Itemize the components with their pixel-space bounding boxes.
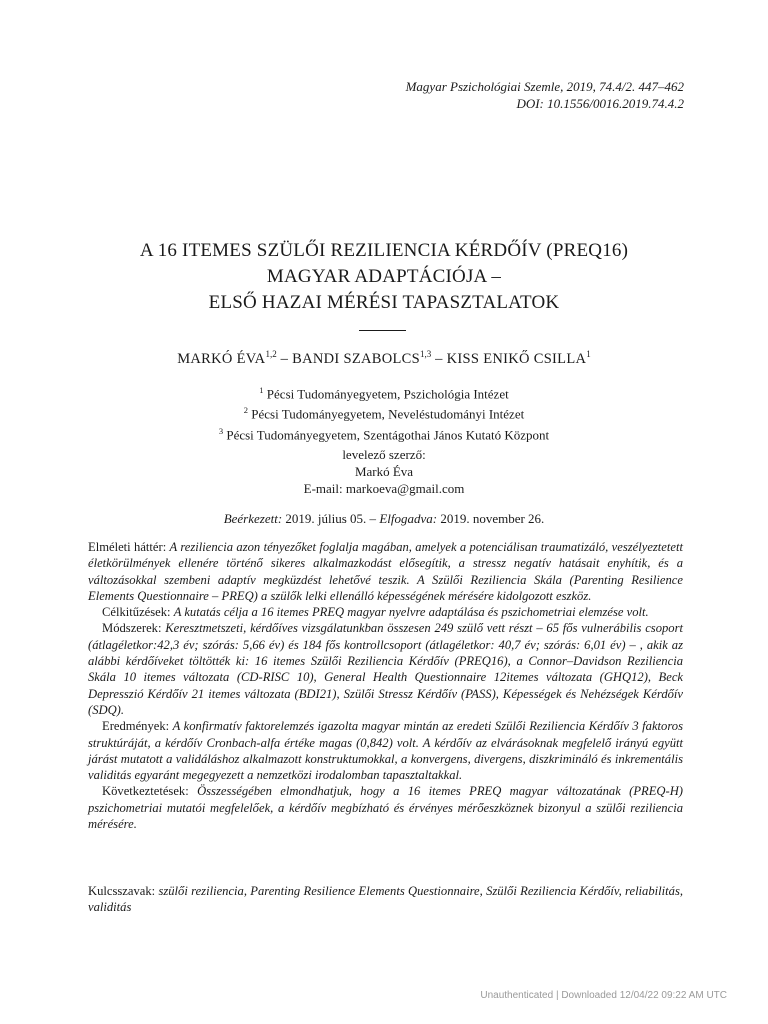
corresponding-author <box>0 446 768 497</box>
affiliation <box>0 402 768 422</box>
section-label: Következtetések: <box>102 784 198 799</box>
section-label: Célkitűzések: <box>102 605 174 620</box>
title-line-2: MAGYAR ADAPTÁCIÓJA – <box>266 266 502 287</box>
affiliation-text: Pécsi Tudományegyetem, Szentágothai János Kutató Központ <box>223 426 550 442</box>
keywords-text: szülői reziliencia, Parenting Resilience Elements Questionnaire, Szülői Reziliencia Kérdőív, reliabilitás, validitás <box>88 884 683 915</box>
abstract-results <box>88 718 683 783</box>
abstract-background <box>88 539 683 604</box>
received-label: Beérkezett: <box>223 511 283 526</box>
abstract-conclusions <box>88 783 683 832</box>
journal-citation-block <box>406 78 684 112</box>
author-separator: – <box>276 350 293 367</box>
section-text: A reziliencia azon tényezőket foglalja magában, amelyek a potenciálisan traumatizáló, veszélyeztetett életkörülmények ellenére történő sikeres alkalmazkodást elősegítik, a stressz negatív hatásait enyhítik, és a változásokkal szembeni adaptív megküzdést lehetővé teszik. A Szülői Reziliencia Skála (Parenting Resilience Elements Questionnaire – PREQ) a szülők lelki ellenálló képességének mérésére kidolgozott eszköz. <box>88 540 683 603</box>
keywords-label: Kulcsszavak: <box>88 884 159 898</box>
section-label: Módszerek: <box>102 621 166 636</box>
affiliation-number: 1 <box>259 385 264 395</box>
corresponding-name: Markó Éva <box>354 464 414 479</box>
title-line-1: A 16 ITEMES SZÜLŐI REZILIENCIA KÉRDŐÍV (PREQ16) <box>139 240 629 261</box>
affiliation <box>0 382 768 402</box>
author-affiliation-marker: 1 <box>586 349 591 359</box>
section-label: Elméleti háttér: <box>88 540 170 554</box>
download-footer: Unauthenticated | Downloaded 12/04/22 09:22 AM UTC <box>480 990 727 1001</box>
author-affiliation-marker: 1,3 <box>419 349 432 359</box>
author-affiliation-marker: 1,2 <box>265 349 277 359</box>
doi: DOI: 10.1556/0016.2019.74.4.2 <box>516 96 684 111</box>
author-separator: – <box>431 350 447 367</box>
corresponding-label: levelező szerző: <box>342 447 426 462</box>
affiliation-number: 2 <box>243 405 249 416</box>
affiliation-text: Pécsi Tudományegyetem, Neveléstudományi Intézet <box>248 406 525 422</box>
abstract <box>88 539 683 832</box>
corresponding-email: E-mail: markoeva@gmail.com <box>303 481 465 496</box>
affiliation-number: 3 <box>218 425 224 436</box>
accepted-label: Elfogadva: <box>379 511 438 526</box>
affiliations <box>0 382 768 443</box>
section-text: A kutatás célja a 16 itemes PREQ magyar nyelvre adaptálása és pszichometriai elemzése volt. <box>173 605 649 620</box>
title-line-3: ELSŐ HAZAI MÉRÉSI TAPASZTALATOK <box>208 292 560 313</box>
author-name: BANDI SZABOLCS <box>292 350 420 367</box>
affiliation-text: Pécsi Tudományegyetem, Pszichológia Intézet <box>263 386 509 402</box>
article-title <box>0 238 768 316</box>
abstract-methods <box>88 620 683 718</box>
affiliation <box>0 423 768 443</box>
keywords <box>88 883 683 916</box>
section-text: A konfirmatív faktorelemzés igazolta magyar mintán az eredeti Szülői Reziliencia Kérdőív 3 faktoros struktúráját, a kérdőív Cronbach-alfa értéke magas (0,842) volt. A kérdőív az elvárásoknak megfelelő irányú együtt járást mutatott a validáláshoz alkalmazott konstruktumokkal, a konvergens, divergens, diszkrimináló és inkrementális validitás egyaránt megegyezett a nemzetközi irodalomban tapasztaltakkal. <box>88 719 683 783</box>
accepted-date: 2019. november 26. <box>437 511 545 526</box>
author-list <box>0 345 768 368</box>
journal-citation: Magyar Pszichológiai Szemle, 2019, 74.4/2. 447–462 <box>405 79 684 94</box>
submission-dates <box>0 510 768 527</box>
abstract-aims <box>88 604 683 620</box>
section-text: Összességében elmondhatjuk, hogy a 16 itemes PREQ magyar változatának (PREQ-H) pszichometriai mutatói megfelelőek, a kérdőív megbízható és érvényes mérőeszköznek bizonyul a szülői reziliencia mérésére. <box>88 784 683 832</box>
author-name: KISS ENIKŐ CSILLA <box>446 350 587 367</box>
section-text: Keresztmetszeti, kérdőíves vizsgálatunkban összesen 249 szülő vett részt – 65 fős vulnerábilis csoport (átlagéletkor:42,3 év; szórás: 5,66 év) és 184 fős kontrollcsoport (átlagéletkor: 40,7 év; szórás: 6,01 év) – , akik az alábbi kérdőíveket töltötték ki: 16 itemes Szülői Reziliencia Kérdőív (PREQ16), a Connor–Davidson Reziliencia Skála 10 itemes változata (CD-RISC 10), General Health Questionnaire 12itemes változata (GHQ12), Beck Depresszió Kérdőív 21 itemes változata (BDI21), Szülői Stressz Kérdőív (PASS), Képességek és Nehézségek Kérdőív (SDQ). <box>88 621 683 717</box>
title-divider <box>359 330 406 331</box>
received-date: 2019. július 05. – <box>282 511 380 526</box>
section-label: Eredmények: <box>102 719 173 734</box>
author-name: MARKÓ ÉVA <box>177 350 266 367</box>
